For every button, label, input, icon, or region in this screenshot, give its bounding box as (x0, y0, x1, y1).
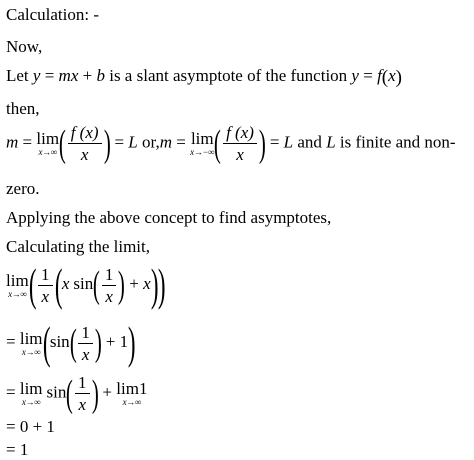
math-L3: L (326, 132, 336, 152)
equation-limit-b: = lim x→∞ (sin( $\frac{1}{x}$ ) + 1) (6, 317, 136, 368)
frac-denominator: x (80, 145, 89, 164)
lim-word: lim (36, 129, 60, 148)
frac-numerator: 1 (38, 266, 53, 286)
math-b: b (96, 66, 105, 85)
lim-subscript: x→−∞ (190, 147, 215, 157)
text-or: or, (137, 132, 160, 152)
fraction-fx-over-x (68, 124, 102, 163)
lim-word: lim (190, 129, 214, 148)
math-eq: = (110, 132, 129, 152)
text-and: and (293, 132, 327, 152)
equation-limit-c: = lim x→∞ sin( $\frac{1}{x}$ ) + lim1 x→∞ (6, 372, 148, 415)
math-plus-one: + 1 (101, 331, 129, 351)
math-y2: y (351, 66, 359, 85)
lim-subscript: x→∞ (38, 147, 57, 157)
text-now: Now, (6, 37, 43, 56)
text-finite: is finite and non- (335, 132, 456, 152)
equation-limit-a: lim x→∞ ( $\frac{1}{x}$ (x sin( $\frac{1}{x}$ ) + x)) (6, 259, 166, 310)
math-sin: sin (46, 382, 67, 402)
frac-numerator: 1 (78, 324, 93, 344)
math-x: x (143, 273, 151, 293)
fraction-1-over-x (75, 374, 90, 413)
math-eq: = (18, 132, 37, 152)
fraction-fx-over-x-2 (223, 124, 257, 163)
limit-operator (6, 272, 29, 299)
frac-numerator: f (x) (223, 124, 257, 144)
math-sin: sin (49, 331, 70, 351)
math-plus: + (125, 273, 144, 293)
math-equals2: = (358, 66, 378, 85)
math-m2: m (159, 132, 173, 152)
fraction-1-over-x (38, 266, 53, 305)
math-eq: = (6, 331, 20, 351)
frac-denominator: x (81, 344, 90, 364)
fraction-1-over-x (78, 324, 93, 363)
equation-result-sum: = 0 + 1 (6, 417, 55, 436)
math-x: x (61, 273, 70, 293)
frac-numerator: 1 (102, 266, 117, 286)
text-zero: zero. (6, 179, 40, 198)
math-L2: L (283, 132, 294, 152)
math-eq: = (172, 132, 191, 152)
lim-subscript: x→∞ (21, 346, 41, 357)
limit-operator (20, 380, 43, 407)
frac-denominator: x (78, 395, 87, 414)
math-L: L (128, 132, 138, 152)
heading-calculation: Calculation: - (6, 5, 100, 24)
frac-numerator: 1 (75, 374, 90, 394)
math-eq: = (6, 382, 20, 402)
frac-denominator: x (41, 286, 50, 306)
math-x: x (388, 66, 396, 85)
math-equals: = (40, 66, 59, 85)
equation-slope-limit: m = lim x→∞ ( $\frac{f (x)}{x}$ ) = L or,m = lim x→−∞ ( $\frac{f (x)}{x}$ ) = L and L is finite and non- (6, 122, 456, 165)
limit-operator (20, 330, 43, 357)
frac-denominator: x (105, 286, 113, 306)
limit-operator-2 (116, 380, 147, 407)
lim-word: lim (6, 270, 29, 290)
frac-denominator: x (236, 145, 244, 164)
text-then: then, (6, 99, 40, 118)
math-eq: = (265, 132, 284, 152)
math-f: f (377, 66, 382, 85)
lim-subscript: x→∞ (8, 288, 27, 299)
math-y: y (32, 66, 41, 85)
lim-word: lim (19, 328, 43, 348)
equation-result-final: = 1 (6, 440, 29, 459)
lim-word (116, 380, 147, 397)
lim-word: lim (19, 379, 43, 398)
lim-word-text: lim (116, 379, 139, 398)
fraction-1-over-x-inner (102, 266, 117, 305)
limit-operator (36, 130, 59, 157)
frac-numerator: f (x) (68, 124, 102, 144)
lim-subscript: x→∞ (21, 397, 41, 407)
math-plus: + (78, 66, 97, 85)
text-middle: is a slant asymptote of the function (104, 66, 352, 85)
text-slant-asymptote-definition: Let y = mx + b is a slant asymptote of the function y = f(x) (6, 66, 402, 88)
math-plus: + (98, 382, 117, 402)
text-calculating-limit: Calculating the limit, (6, 237, 151, 256)
math-mx: mx (58, 66, 79, 85)
math-sin: sin (73, 273, 94, 293)
text-applying-concept: Applying the above concept to find asymptotes, (6, 208, 332, 227)
text-let: Let (6, 66, 33, 85)
lim-subscript: x→∞ (122, 397, 142, 407)
lim-arg: 1 (138, 379, 148, 398)
limit-operator-neg (190, 130, 214, 157)
math-m: m (6, 132, 19, 152)
